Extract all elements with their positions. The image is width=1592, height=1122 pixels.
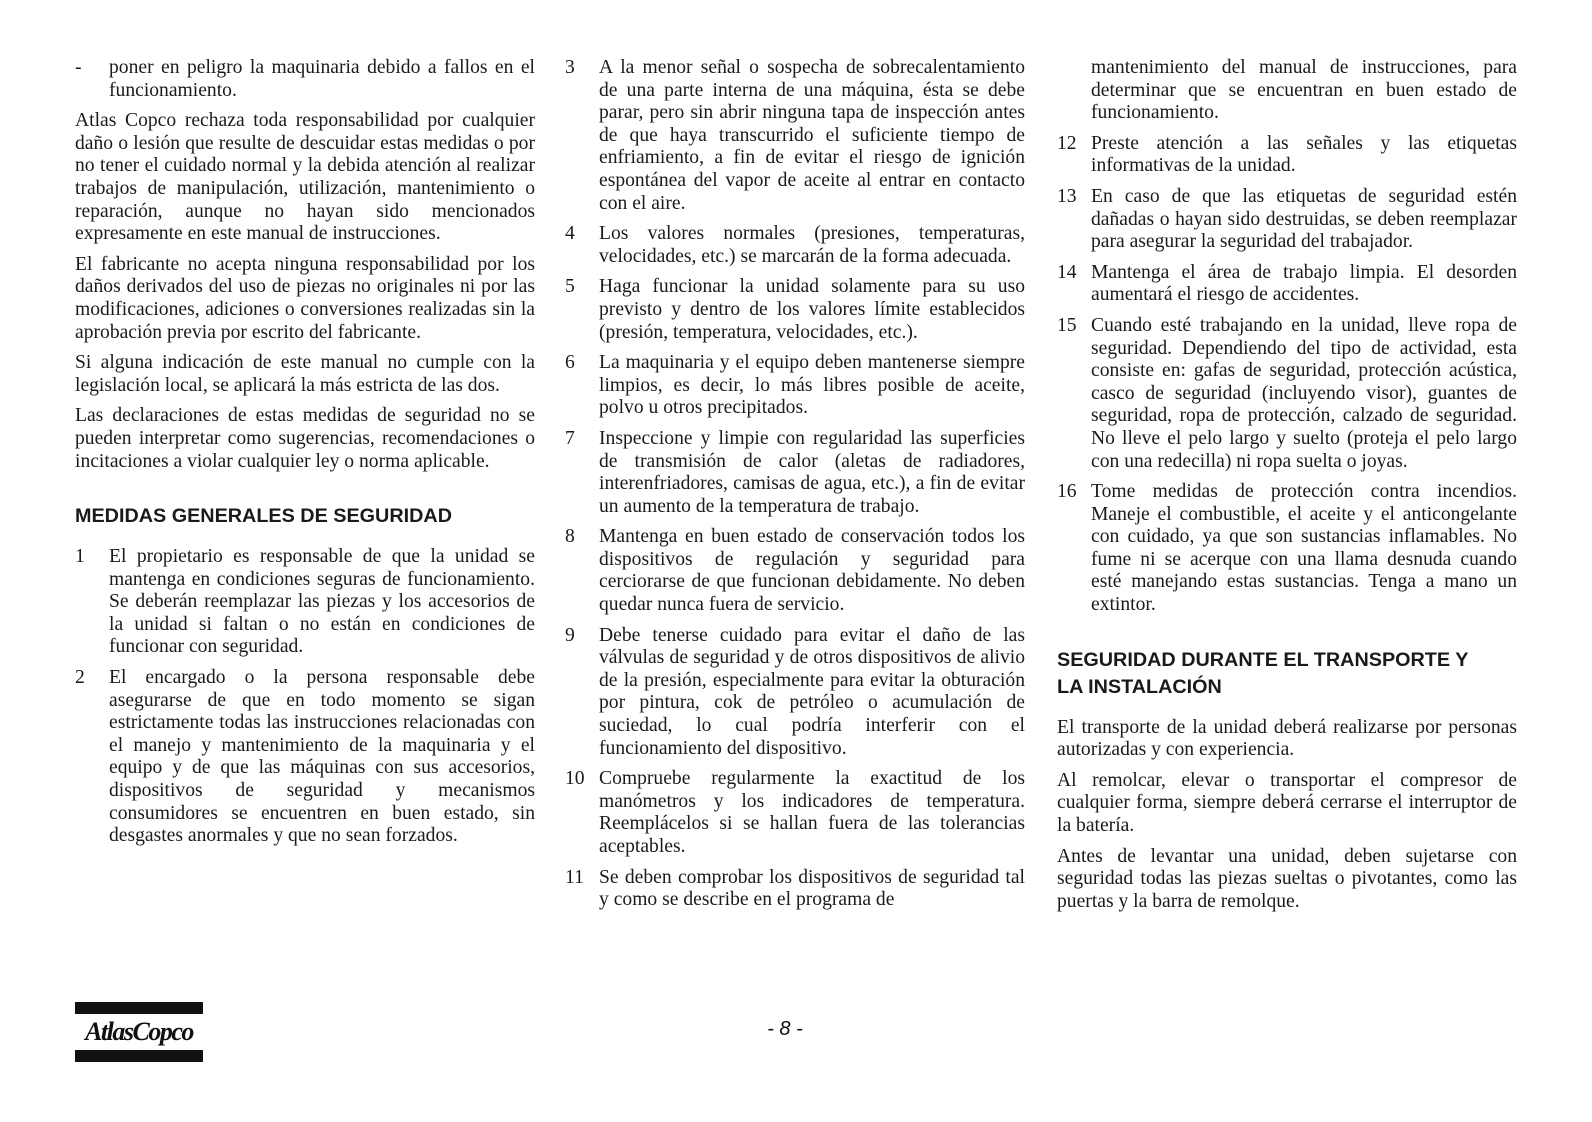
item-text: A la menor señal o sospecha de sobrecalentamiento de una parte interna de una máquina, ésta se debe parar, pero sin abrir ninguna tapa de inspección antes de que haya transcurrido el suficiente tiempo de enfriamiento, a fin de evitar el riesgo de ignición espontánea del vapor de aceite al entrar en contacto con el aire. (599, 57, 1025, 214)
item-number: 12 (1057, 132, 1077, 154)
numbered-item (565, 352, 1025, 420)
item-number: 11 (565, 866, 584, 888)
item-text: El propietario es responsable de que la unidad se mantenga en condiciones seguras de funcionamiento. Se deberán reemplazar las piezas y los accesorios de la unidad si faltan o no están en condiciones de funcionar con seguridad. (109, 546, 535, 658)
numbered-item (75, 667, 535, 848)
paragraph: Antes de levantar una unidad, deben sujetarse con seguridad todas las piezas sueltas o pivotantes, como las puertas y la barra de remolque. (1057, 845, 1517, 912)
item-text: La maquinaria y el equipo deben mantenerse siempre limpios, es decir, lo más libres posible de aceite, polvo u otros precipitados. (599, 352, 1025, 419)
paragraph: El transporte de la unidad deberá realizarse por personas autorizadas y con experiencia. (1057, 716, 1517, 761)
logo-text: AtlasCopco (85, 1017, 193, 1046)
item-number: 4 (565, 223, 575, 245)
item-text: El encargado o la persona responsable debe asegurarse de que en todo momento se sigan estrictamente todas las instrucciones relacionadas con el manejo y mantenimiento de la maquinaria y el equipo y de que las máquinas con sus accesorios, dispositivos de seguridad y mecanismos consumidores se encuentren en buen estado, sin desgastes anormales y que no sean forzados. (109, 667, 535, 847)
item-number: 13 (1057, 185, 1077, 207)
item-number: 15 (1057, 314, 1077, 336)
item-text: Mantenga en buen estado de conservación todos los dispositivos de regulación y seguridad para cerciorarse de que funcionan debidamente. No deben quedar nunca fuera de servicio. (599, 526, 1025, 616)
item-text: Inspeccione y limpie con regularidad las superficies de transmisión de calor (aletas de radiadores, interenfriadores, camisas de agua, etc.), a fin de evitar un aumento de la temperatura de trabajo. (599, 427, 1025, 517)
atlas-copco-logo (75, 1002, 203, 1062)
numbered-item (565, 867, 1025, 912)
item-text: Debe tenerse cuidado para evitar el daño de las válvulas de seguridad y de otros dispositivos de alivio de la presión, especialmente para evitar la obturación por pintura, cok de petróleo o acumulación de suciedad, lo cual podría interferir con el funcionamiento del dispositivo. (599, 624, 1025, 759)
bullet-text: poner en peligro la maquinaria debido a fallos en el funcionamiento. (109, 57, 535, 101)
heading-line: SEGURIDAD DURANTE EL TRANSPORTE Y (1057, 648, 1469, 671)
item-text: Mantenga el área de trabajo limpia. El desorden aumentará el riesgo de accidentes. (1091, 261, 1517, 306)
logo-bar-bottom (75, 1050, 203, 1062)
numbered-item (565, 57, 1025, 215)
numbered-item (565, 428, 1025, 518)
item-number: 5 (565, 276, 575, 298)
numbered-item (565, 526, 1025, 616)
numbered-item (1057, 133, 1517, 178)
item-number: 2 (75, 667, 85, 689)
item-number: 10 (565, 768, 585, 790)
paragraph: Si alguna indicación de este manual no cumple con la legislación local, se aplicará la más estricta de las dos. (75, 352, 535, 396)
numbered-item (1057, 186, 1517, 254)
column-right (1057, 57, 1517, 921)
item-text: Haga funcionar la unidad solamente para su uso previsto y dentro de los valores límite establecidos (presión, temperatura, velocidades, etc.). (599, 276, 1025, 343)
logo-bar-top (75, 1002, 203, 1014)
numbered-item (1057, 481, 1517, 617)
column-left (75, 57, 535, 856)
item-text: En caso de que las etiquetas de seguridad estén dañadas o hayan sido destruidas, se deben reemplazar para asegurar la seguridad del trabajador. (1091, 185, 1517, 253)
paragraph: Las declaraciones de estas medidas de seguridad no se pueden interpretar como sugerencias, recomendaciones o incitaciones a violar cualquier ley o norma aplicable. (75, 405, 535, 472)
item-number: 16 (1057, 481, 1077, 503)
item-text: Se deben comprobar los dispositivos de seguridad tal y como se describe en el programa de (599, 866, 1025, 911)
item-text: Tome medidas de protección contra incendios. Maneje el combustible, el aceite y el anticongelante con cuidado, ya que son sustancias inflamables. No fume ni se acerque con una llama desnuda cuando esté manejando estas sustancias. Tenga a mano un extintor. (1091, 481, 1517, 616)
paragraph: Al remolcar, elevar o transportar el compresor de cualquier forma, siempre deberá cerrarse el interruptor de la batería. (1057, 769, 1517, 837)
item-text: Cuando esté trabajando en la unidad, lleve ropa de seguridad. Dependiendo del tipo de actividad, esta consiste en: gafas de seguridad, protección acústica, casco de seguridad (incluyendo visor), guantes de seguridad, ropa de protección, calzado de seguridad. No lleve el pelo largo y suelto (proteja el pelo largo con una redecilla) ni ropa suelta o joyas. (1091, 314, 1517, 472)
bullet-marker: - (75, 57, 82, 78)
numbered-item (565, 223, 1025, 268)
item-number: 14 (1057, 261, 1077, 283)
numbered-item (565, 768, 1025, 858)
paragraph: El fabricante no acepta ninguna responsabilidad por los daños derivados del uso de piezas no originales ni por las modificaciones, adiciones o conversiones realizadas sin la aprobación previa por escrito del fabricante. (75, 253, 535, 343)
numbered-item (1057, 262, 1517, 307)
numbered-item (75, 546, 535, 659)
column-middle (565, 57, 1025, 920)
bullet-item (75, 57, 535, 102)
heading-line: LA INSTALACIÓN (1057, 675, 1222, 698)
item-number: 1 (75, 546, 85, 568)
item-number: 9 (565, 624, 575, 646)
page-number: - 8 - (767, 1018, 803, 1040)
item-number: 6 (565, 352, 575, 374)
numbered-item (1057, 315, 1517, 473)
paragraph: Atlas Copco rechaza toda responsabilidad por cualquier daño o lesión que resulte de descuidar estas medidas o por no tener el cuidado normal y la debida atención al realizar trabajos de manipulación, utilización, mantenimiento o reparación, aunque no hayan sido mencionados expresamente en este manual de instrucciones. (75, 110, 535, 245)
item-number: 7 (565, 427, 575, 449)
numbered-item (565, 276, 1025, 344)
item-text: Compruebe regularmente la exactitud de los manómetros y los indicadores de temperatura. Reemplácelos si se hallan fuera de las tolerancias aceptables. (599, 768, 1025, 857)
section-heading-general-safety: MEDIDAS GENERALES DE SEGURIDAD (75, 505, 452, 528)
continued-text: mantenimiento del manual de instrucciones, para determinar que se encuentran en buen estado de funcionamiento. (1091, 57, 1517, 124)
section-heading-transport-safety (1057, 647, 1517, 701)
numbered-item (565, 625, 1025, 761)
item-number: 3 (565, 57, 575, 78)
item-number: 8 (565, 526, 575, 548)
item-text: Preste atención a las señales y las etiquetas informativas de la unidad. (1091, 132, 1517, 177)
item-text: Los valores normales (presiones, temperaturas, velocidades, etc.) se marcarán de la forma adecuada. (599, 223, 1025, 267)
